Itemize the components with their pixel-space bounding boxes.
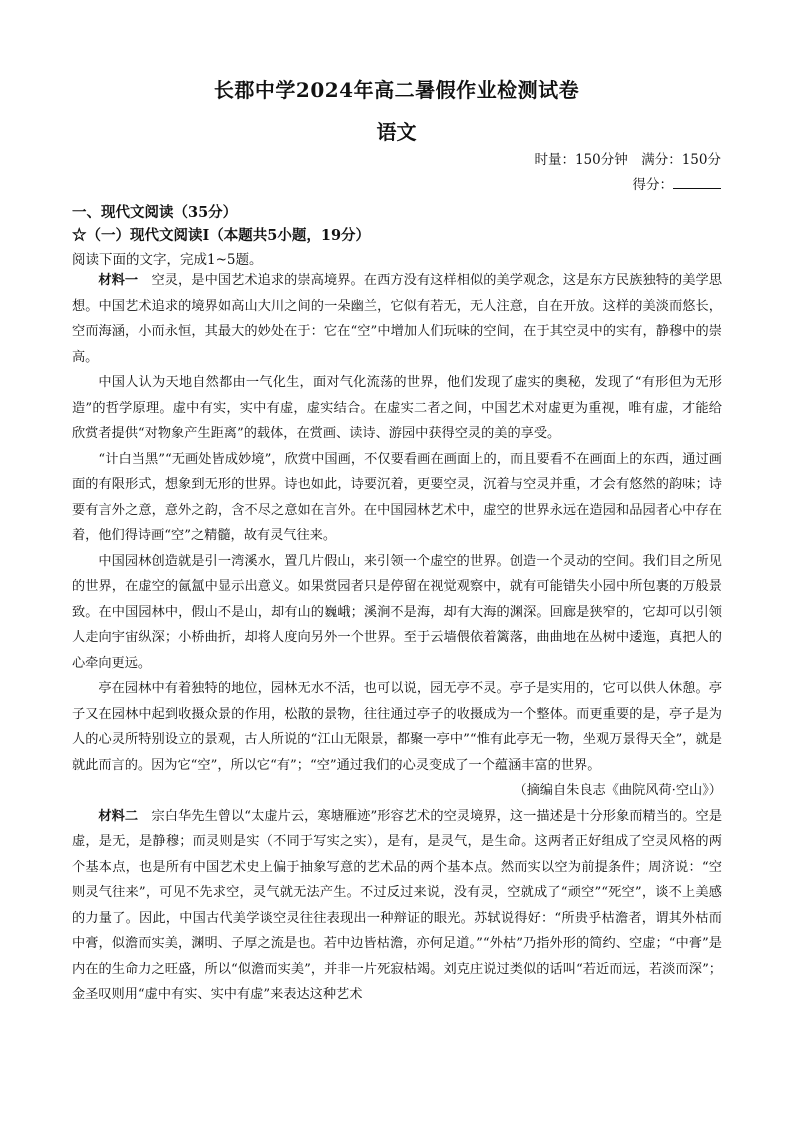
- score-field: [633, 173, 722, 193]
- reading-passage: [72, 268, 722, 1008]
- reading-instruction: 阅读下面的文字，完成1~5题。: [72, 252, 263, 268]
- section-heading: 一、现代文阅读（35分）: [72, 204, 238, 221]
- material1-paragraph: 材料一 空灵，是中国艺术追求的崇高境界。在西方没有这样相似的美学观念，这是东方民族独特的美学思想。中国艺术追求的境界如高山大川之间的一朵幽兰，它似有若无，无人注意，自在开放。这样的美淡而悠长，空而海涵，小而永恒，其最大的妙处在于：它在“空”中增加人们玩味的空间，在于其空灵中的实有，静穆中的崇高。: [72, 273, 723, 365]
- material1-paragraph: “计白当黑”“无画处皆成妙境”，欣赏中国画，不仅要看画在画面上的，而且要看不在画面上的东西，通过画面的有限形式，想象到无形的世界。诗也如此，诗要沉着，更要空灵，沉着与空灵并重，才会有悠然的韵味；诗要有言外之意，意外之韵，含不尽之意如在言外。在中国园林艺术中，虚空的世界永远在造园和品园者心中存在着，他们得诗画“空”之精髓，故有灵气往来。: [72, 451, 722, 543]
- subject-title: 语文: [376, 120, 417, 144]
- material1-paragraph: 中国人认为天地自然都由一气化生，面对气化流荡的世界，他们发现了虚实的奥秘，发现了“有形但为无形造”的哲学原理。虚中有实，实中有虚，虚实结合。在虚实二者之间，中国艺术对虚更为重视，唯有虚，才能给欣赏者提供“对物象产生距离”的载体，在赏画、读诗、游园中获得空灵的美的享受。: [72, 375, 722, 441]
- exam-title: 长郡中学2024年高二暑假作业检测试卷: [213, 78, 580, 102]
- score-blank: [673, 174, 721, 189]
- material1-source: （摘编自朱良志《曲院风荷·空山》）: [513, 783, 722, 798]
- material2-label: 材料二: [98, 808, 139, 824]
- time-and-score: 时量：150分钟 满分：150分: [534, 152, 721, 168]
- material1-paragraph: 中国园林创造就是引一湾溪水，置几片假山，来引领一个虚空的世界。创造一个灵动的空间。我们目之所见的世界，在虚空的氤氲中显示出意义。如果赏园者只是停留在视觉观察中，就有可能错失小园中所包裹的万般景致。在中国园林中，假山不是山，却有山的巍峨；溪涧不是海，却有大海的渊深。回廊是狭窄的，它却可以引领人走向宇宙纵深；小桥曲折，却将人度向另外一个世界。至于云墙偎依着篱落，曲曲地在丛树中逶迤，真把人的心牵向更远。: [72, 553, 722, 671]
- subsection-heading: ☆（一）现代文阅读I（本题共5小题，19分）: [72, 227, 371, 244]
- material1-label: 材料一: [98, 273, 139, 288]
- material2-paragraph: 材料二 宗白华先生曾以“太虚片云，寒塘雁迹”形容艺术的空灵境界，这一描述是十分形象而精当的。空是虚，是无，是静穆；而灵则是实（不同于写实之实），是有，是灵气，是生命。这两者正好组成了空灵风格的两个基本点，也是所有中国艺术史上偏于抽象写意的艺术品的两个基本点。然而实以空为前提条件；周济说：“空则灵气往来”，可见不先求空，灵气就无法产生。不过反过来说，没有灵，空就成了“顽空”“死空”，谈不上美感的力量了。因此，中国古代美学谈空灵往往表现出一种辩证的眼光。苏轼说得好：“所贵乎枯澹者，谓其外枯而中膏，似澹而实美，渊明、子厚之流是也。若中边皆枯澹，亦何足道。”“外枯”乃指外形的简约、空虚；“中膏”是内在的生命力之旺盛，所以“似澹而实美”，并非一片死寂枯竭。刘克庄说过类似的话叫“若近而远，若淡而深”；金圣叹则用“虚中有实、实中有虚”来表达这种艺术: [72, 808, 723, 1002]
- material1-paragraph: 亭在园林中有着独特的地位，园林无水不活，也可以说，园无亭不灵。亭子是实用的，它可以供人休憩。亭子又在园林中起到收摄众景的作用，松散的景物，往往通过亭子的收摄成为一个整体。而更重要的是，亭子是为人的心灵所特别设立的景观，古人所说的“江山无限景，都聚一亭中”“惟有此亭无一物，坐观万景得天全”，就是就此而言的。因为它“空”，所以它“有”；“空”通过我们的心灵变成了一个蕴涵丰富的世界。: [72, 681, 722, 773]
- score-label: 得分：: [632, 177, 673, 193]
